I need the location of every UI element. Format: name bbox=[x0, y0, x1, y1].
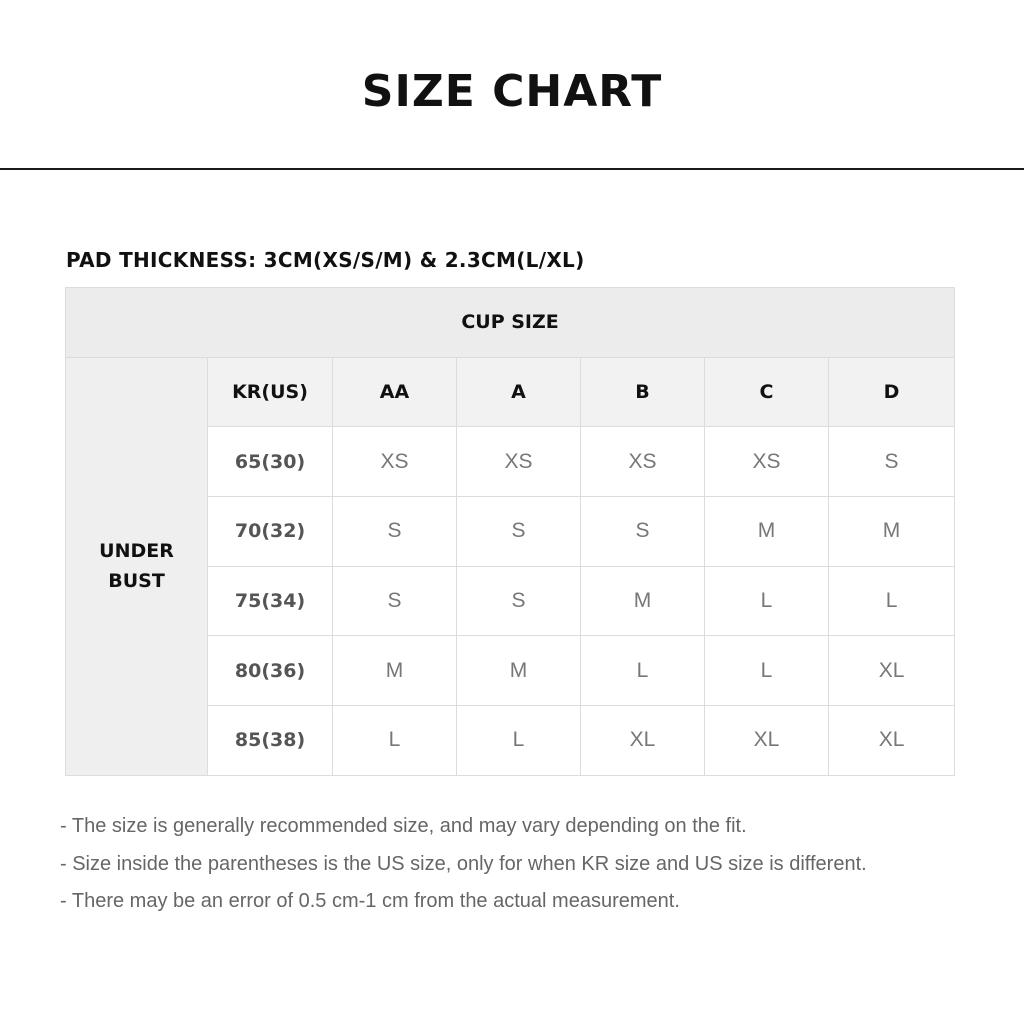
column-header-a: A bbox=[457, 357, 581, 427]
band-size-label: 80(36) bbox=[208, 636, 333, 706]
size-cell: M bbox=[829, 497, 955, 567]
band-size-label: 65(30) bbox=[208, 427, 333, 497]
size-cell: L bbox=[333, 706, 457, 776]
column-header-d: D bbox=[829, 357, 955, 427]
size-cell: XS bbox=[457, 427, 581, 497]
size-cell: L bbox=[705, 566, 829, 636]
size-cell: L bbox=[457, 706, 581, 776]
size-cell: S bbox=[333, 566, 457, 636]
cup-size-header: CUP SIZE bbox=[66, 288, 955, 358]
note-line: - Size inside the parentheses is the US size, only for when KR size and US size is different. bbox=[60, 852, 867, 875]
size-cell: L bbox=[581, 636, 705, 706]
size-cell: XS bbox=[581, 427, 705, 497]
size-cell: L bbox=[705, 636, 829, 706]
size-cell: XL bbox=[829, 706, 955, 776]
size-cell: S bbox=[457, 497, 581, 567]
size-cell: M bbox=[457, 636, 581, 706]
size-cell: M bbox=[581, 566, 705, 636]
size-cell: M bbox=[705, 497, 829, 567]
pad-thickness-note: PAD THICKNESS: 3CM(XS/S/M) & 2.3CM(L/XL) bbox=[66, 248, 585, 272]
under-bust-header bbox=[66, 357, 208, 775]
size-cell: XL bbox=[829, 636, 955, 706]
size-cell: S bbox=[333, 497, 457, 567]
size-cell: XS bbox=[705, 427, 829, 497]
size-cell: S bbox=[581, 497, 705, 567]
band-size-label: 75(34) bbox=[208, 566, 333, 636]
column-header-kr-us: KR(US) bbox=[208, 357, 333, 427]
column-header-c: C bbox=[705, 357, 829, 427]
size-cell: XL bbox=[705, 706, 829, 776]
size-cell: S bbox=[829, 427, 955, 497]
size-cell: XL bbox=[581, 706, 705, 776]
size-notes bbox=[60, 808, 1000, 921]
size-cell: L bbox=[829, 566, 955, 636]
band-size-label: 85(38) bbox=[208, 706, 333, 776]
note-line: - There may be an error of 0.5 cm-1 cm from the actual measurement. bbox=[60, 890, 680, 912]
size-cell: XS bbox=[333, 427, 457, 497]
under-bust-line-1: UNDER bbox=[99, 540, 174, 563]
column-header-b: B bbox=[581, 357, 705, 427]
size-chart-table bbox=[65, 287, 955, 776]
size-cell: S bbox=[457, 566, 581, 636]
size-cell: M bbox=[333, 636, 457, 706]
band-size-label: 70(32) bbox=[208, 497, 333, 567]
note-line: - The size is generally recommended size, and may vary depending on the fit. bbox=[60, 815, 747, 837]
title-divider bbox=[0, 168, 1024, 170]
page-title: SIZE CHART bbox=[361, 66, 663, 117]
column-header-row bbox=[66, 357, 955, 427]
column-header-aa: AA bbox=[333, 357, 457, 427]
cup-size-header-row bbox=[66, 288, 955, 358]
under-bust-line-2: BUST bbox=[108, 570, 165, 593]
